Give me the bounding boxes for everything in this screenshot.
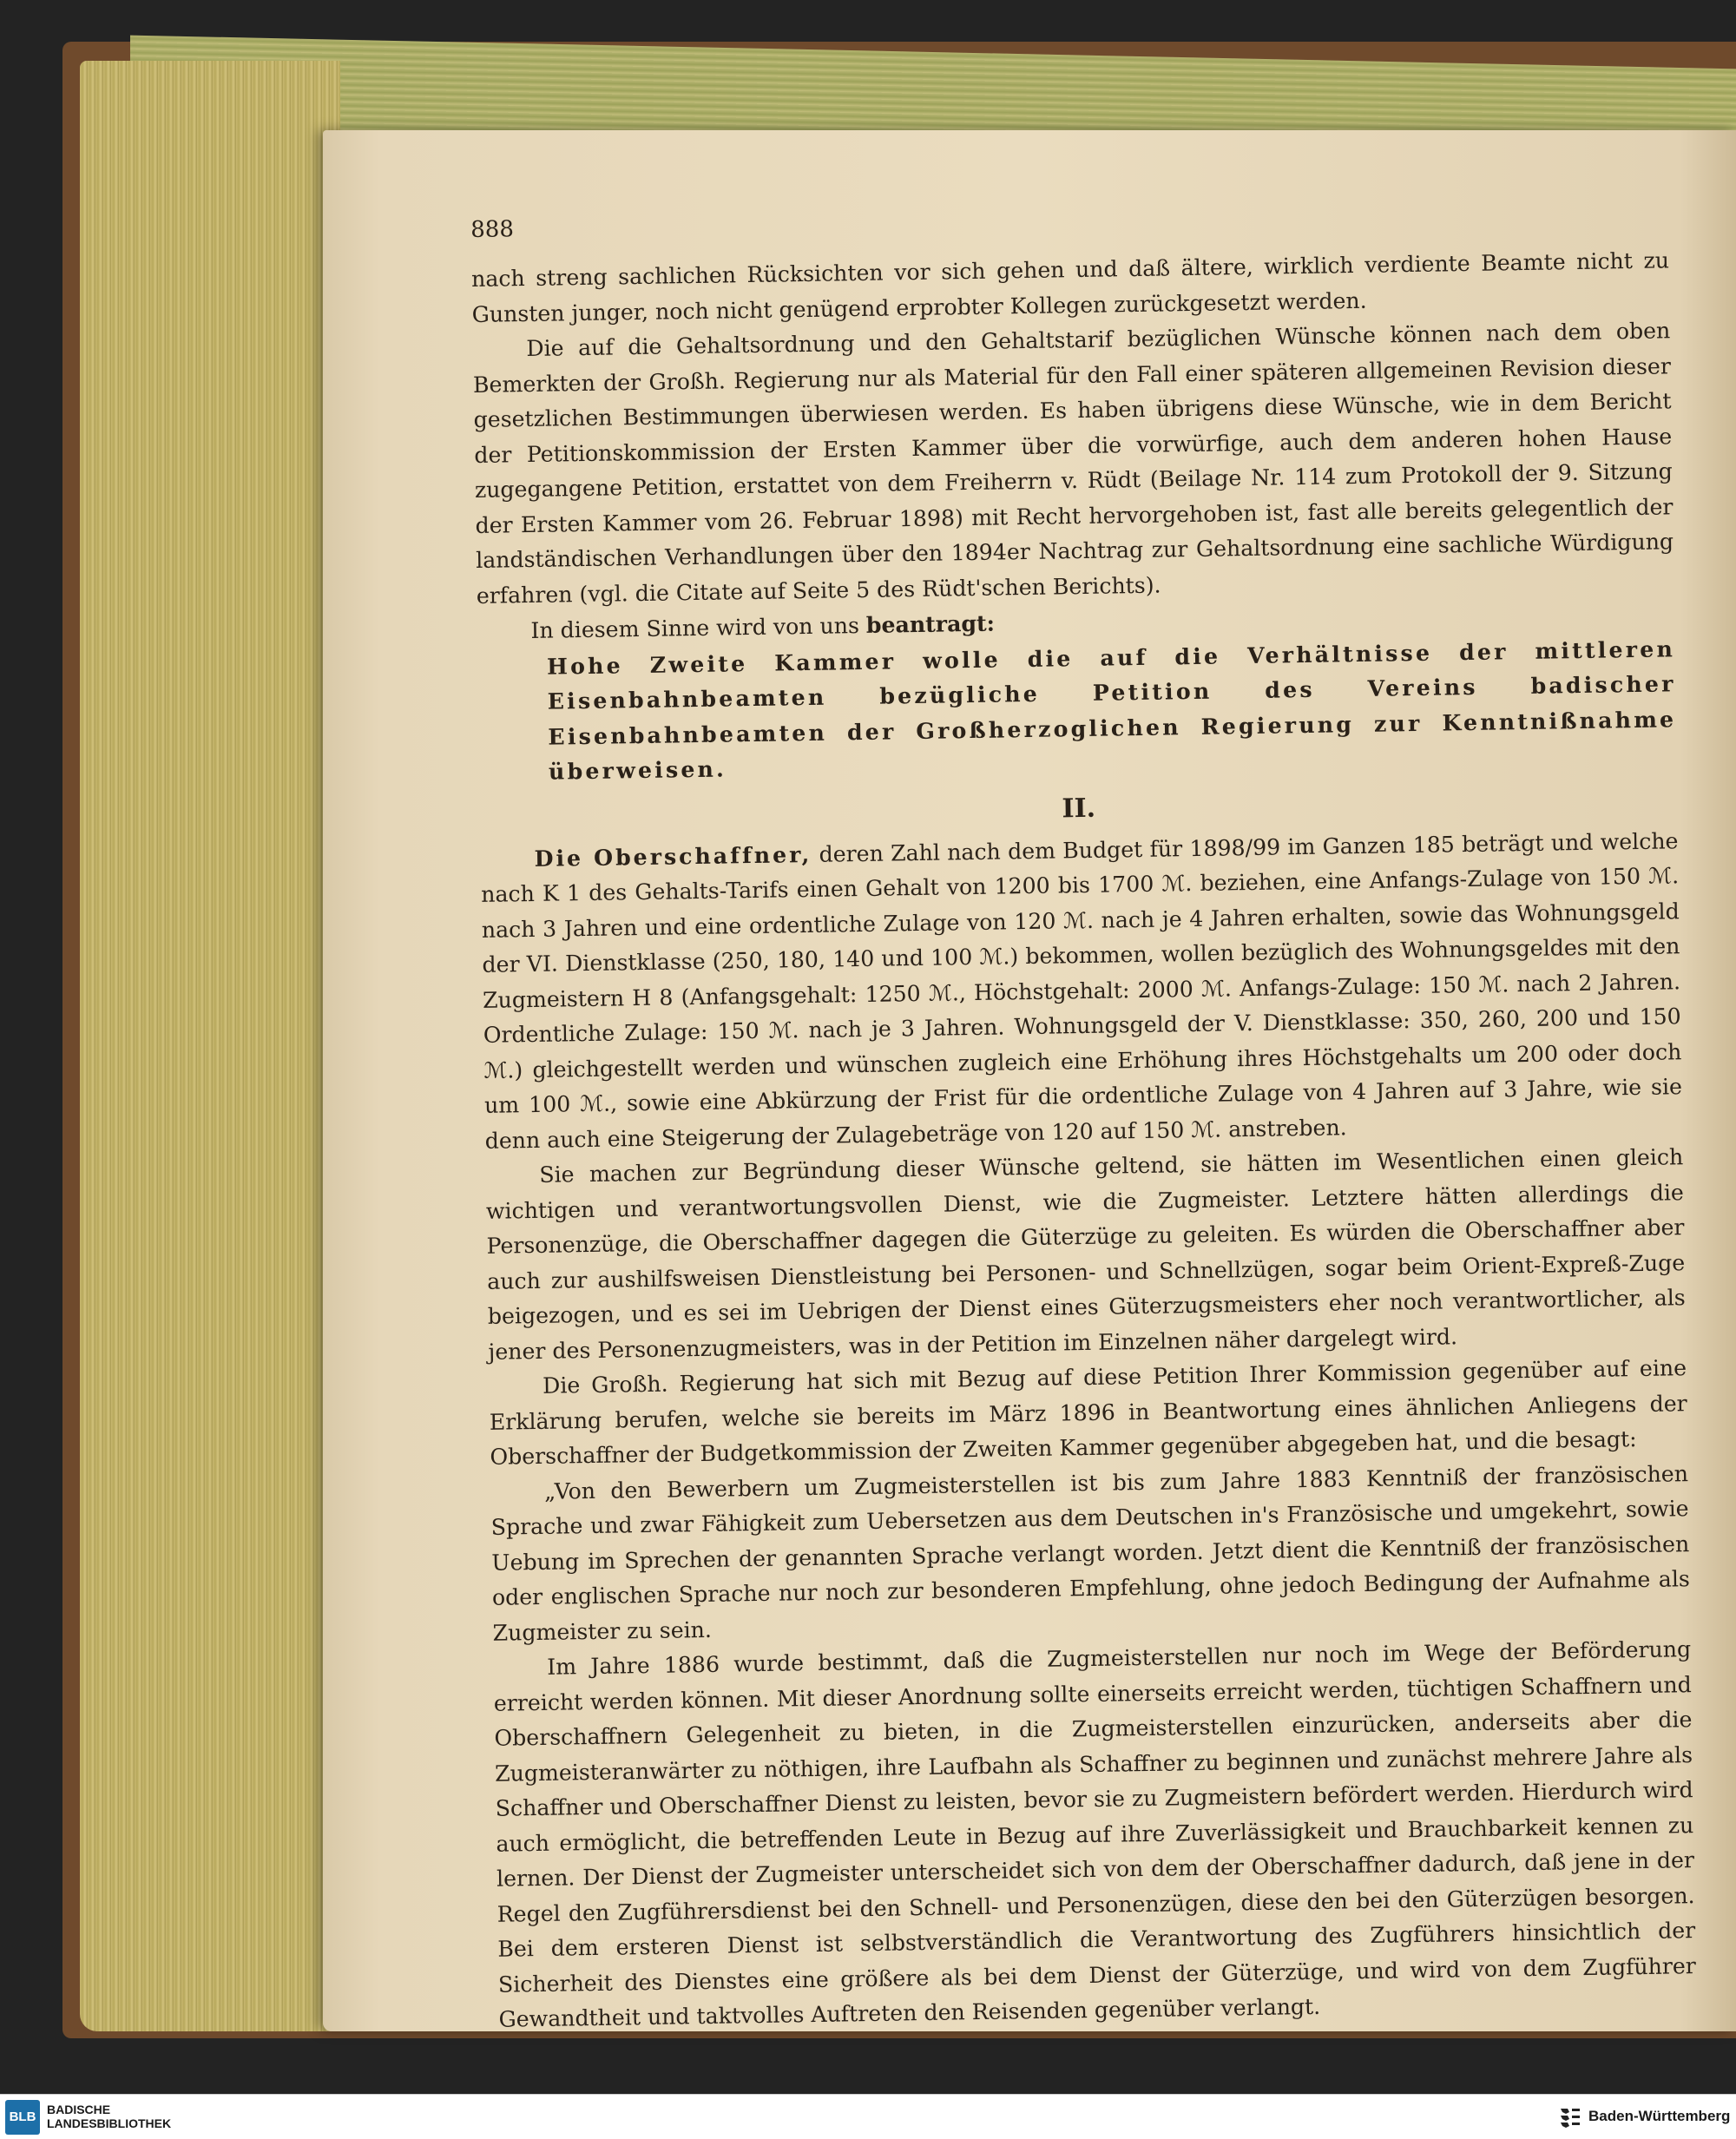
blb-logo-icon[interactable]: BLB [5,2100,40,2135]
quote-paragraph: „Von den Bewerbern um Zugmeisterstellen ist bis zum Jahre 1883 Kenntniß der französischen Sprache und zwar Fähigkeit zum Uebersetzen aus dem Deutschen in's Französische und umgekehrt, sowie Uebung im Sprechen der genannten Sprache verlangt worden. Jetzt dient die Kenntniß der französischen oder englischen Sprache nur noch zur besonderen Empfehlung, ohne jedoch Bedingung der Aufnahme als Zugmeister zu sein. [490,1460,1691,1646]
page-text-block [470,198,1697,2037]
book-page [323,130,1736,2031]
paragraph: Sie machen zur Begründung dieser Wünsche geltend, sie hätten im Wesentlichen einen gleich wichtigen und verantwortungsvollen Dienst, wie die Zugmeister. Letztere hätten allerdings die Personenzüge, die Oberschaffner dagegen die Güterzüge zu geleiten. Es würden die Oberschaffner aber auch zur aushilfsweisen Dienstleistung bei Personen- und Schnellzügen, sogar beim Orient-Expreß-Zuge beigezogen, und es sei im Uebrigen der Dienst eines Güterzugsmeisters eher noch verantwortlicher, als jener des Personenzugmeisters, was in der Petition im Einzelnen näher dargelegt wird. [485,1144,1686,1365]
blb-line2: LANDESBIBLIOTHEK [47,2116,172,2130]
paragraph [480,823,1683,1159]
baden-wuerttemberg-lions-icon [1559,2105,1581,2129]
paragraph: nach streng sachlichen Rücksichten vor sich gehen und daß ältere, wirklich verdiente Beamte nicht zu Gunsten junger, noch nicht genügend erprobter Kollegen zurückgesetzt werden. [470,247,1670,327]
motion-intro-bold: beantragt: [865,609,996,638]
paragraph-body: deren Zahl nach dem Budget für 1898/99 im Ganzen 185 beträgt und welche nach K 1 des Gehalts-Tarifs einen Gehalt von 1200 bis 1700 ℳ. beziehen, eine Anfangs-Zulage von 150 ℳ. nach 3 Jahren und eine ordentliche Zulage von 120 ℳ. nach je 4 Jahren erhalten, sowie das Wohnungsgeld der VI. Dienstklasse (250, 180, 140 und 100 ℳ.) bekommen, wollen bezüglich des Wohnungsgeldes mit den Zugmeistern H 8 (Anfangsgehalt: 1250 ℳ., Höchstgehalt: 2000 ℳ. Anfangs-Zulage: 150 ℳ. nach 2 Jahren. Ordentliche Zulage: 150 ℳ. nach je 3 Jahren. Wohnungsgeld der V. Dienstklasse: 350, 260, 200 und 150 ℳ.) gleichgestellt werden und wünschen zugleich eine Erhöhung ihres Höchstgehalts um 200 oder doch um 100 ℳ., sowie eine Abkürzung der Frist für die ordentliche Zulage von 4 Jahren auf 3 Jahre, wie sie denn auch eine Steigerung der Zulagebeträge von 120 auf 150 ℳ. anstreben. [481,827,1683,1154]
page-side-edges [80,61,340,2031]
quote-paragraph: Im Jahre 1886 wurde bestimmt, daß die Zugmeisterstellen nur noch im Wege der Beförderung erreicht werden können. Mit dieser Anordnung sollte einerseits erreicht werden, tüchtigen Schaffnern und Oberschaffnern Gelegenheit zu bieten, in die Zugmeisterstellen einzurücken, anderseits aber die Zugmeisteranwärter zu nöthigen, ihre Laufbahn als Schaffner zu beginnen und zunächst mehrere Jahre als Schaffner und Oberschaffner Dienst zu leisten, bevor sie zu Zugmeistern befördert werden. Hierdurch wird auch ermöglicht, die betreffenden Leute in Bezug auf ihre Zuverlässigkeit und Brauchbarkeit kennen zu lernen. Der Dienst der Zugmeister unterscheidet sich von dem der Oberschaffner dadurch, daß jene in der Regel den Zugführersdienst bei den Schnell- und Personenzügen, diese den bei den Güterzügen besorgen. Bei dem ersteren Dienst ist selbstverständlich die Verantwortung des Zugführers hinsichtlich der Sicherheit des Dienstes eine größere als bei dem Dienst der Güterzüge, und wird von dem Zugführer Gewandtheit und taktvolles Auftreten den Reisenden gegenüber verlangt. [493,1636,1697,2032]
footer-bar [0,2094,1736,2139]
page-number: 888 [470,216,515,243]
section-heading: II. [1062,793,1096,824]
paragraph: Die Großh. Regierung hat sich mit Bezug auf diese Petition Ihrer Kommission gegenüber auf eine Erklärung berufen, welche sie bereits im März 1896 in Beantwortung eines ähnlichen Anliegens der Oberschaffner der Budgetkommission der Zweiten Kammer gegenüber abgegeben hat, und die besagt: [489,1355,1687,1470]
motion-text: Hohe Zweite Kammer wolle die auf die Verhältnisse der mittleren Eisenbahnbeamten bezügliche Petition des Vereins badischer Eisenbahnbeamten der Großherzoglichen Regierung zur Kenntnißnahme überweisen. [546,635,1677,785]
oberschaffner-lead: Die Oberschaffner, [534,840,812,872]
paragraph: Die auf die Gehaltsordnung und den Gehaltstarif bezüglichen Wünsche können nach dem oben Bemerkten der Großh. Regierung nur als Material für den Fall einer späteren allgemeinen Revision dieser gesetzlichen Bestimmungen überwiesen werden. Es haben übrigens diese Wünsche, wie in dem Bericht der Petitionskommission der Ersten Kammer über die vorwürfige, auch dem anderen hohen Hause zugegangene Petition, erstattet von dem Freiherrn v. Rüdt (Beilage Nr. 114 zum Protokoll der 9. Sitzung der Ersten Kammer vom 26. Februar 1898) mit Recht hervorgehoben ist, fast alle bereits gelegentlich der landständischen Verhandlungen über den 1894er Nachtrag zur Gehaltsordnung eine sachliche Würdigung erfahren (vgl. die Citate auf Seite 5 des Rüdt'schen Berichts). [472,318,1674,609]
baden-wuerttemberg-label[interactable]: Baden-Württemberg [1588,2108,1731,2124]
blb-name[interactable] [47,2103,171,2130]
blb-line1: BADISCHE [47,2103,111,2116]
motion-intro-text: In diesem Sinne wird von uns [530,613,860,643]
